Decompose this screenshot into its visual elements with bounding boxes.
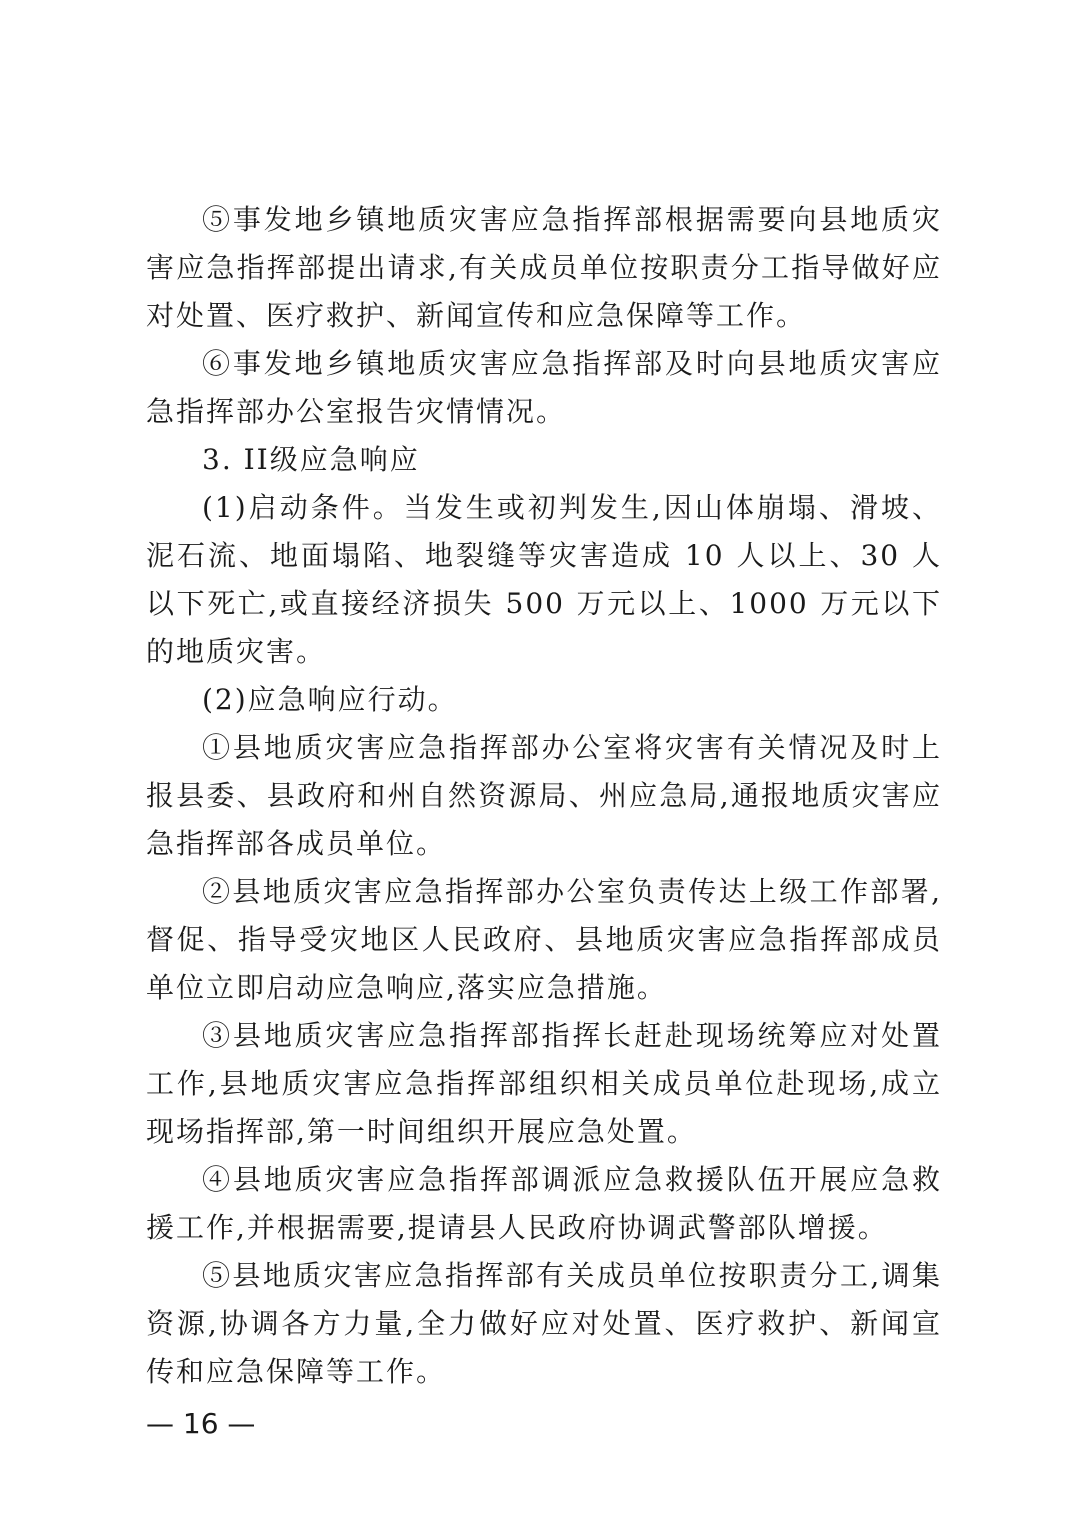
paragraph-activation-conditions: (1)启动条件。当发生或初判发生,因山体崩塌、滑坡、泥石流、地面塌陷、地裂缝等灾害造成 10 人以上、30 人以下死亡,或直接经济损失 500 万元以上、1000 万元以下的地质灾害。 xyxy=(146,491,942,668)
paragraph-2-deploy: ②县地质灾害应急指挥部办公室负责传达上级工作部署,督促、指导受灾地区人民政府、县地质灾害应急指挥部成员单位立即启动应急响应,落实应急措施。 xyxy=(146,875,942,1004)
document-body xyxy=(146,196,942,1396)
paragraph-1-report: ①县地质灾害应急指挥部办公室将灾害有关情况及时上报县委、县政府和州自然资源局、州应急局,通报地质灾害应急指挥部各成员单位。 xyxy=(146,731,942,860)
paragraph-5-request-support: ⑤事发地乡镇地质灾害应急指挥部根据需要向县地质灾害应急指挥部提出请求,有关成员单位按职责分工指导做好应对处置、医疗救护、新闻宣传和应急保障等工作。 xyxy=(146,203,942,332)
section-heading-level-ii-response: 3. II级应急响应 xyxy=(202,443,420,476)
paragraph-response-actions: (2)应急响应行动。 xyxy=(202,683,458,716)
paragraph-5-resources: ⑤县地质灾害应急指挥部有关成员单位按职责分工,调集资源,协调各方力量,全力做好应对处置、医疗救护、新闻宣传和应急保障等工作。 xyxy=(146,1259,942,1388)
page-number: — 16 — xyxy=(146,1407,256,1440)
paragraph-6-report-disaster: ⑥事发地乡镇地质灾害应急指挥部及时向县地质灾害应急指挥部办公室报告灾情情况。 xyxy=(146,347,942,428)
paragraph-4-rescue: ④县地质灾害应急指挥部调派应急救援队伍开展应急救援工作,并根据需要,提请县人民政府协调武警部队增援。 xyxy=(146,1163,942,1244)
paragraph-3-commander: ③县地质灾害应急指挥部指挥长赶赴现场统筹应对处置工作,县地质灾害应急指挥部组织相关成员单位赴现场,成立现场指挥部,第一时间组织开展应急处置。 xyxy=(146,1019,942,1148)
